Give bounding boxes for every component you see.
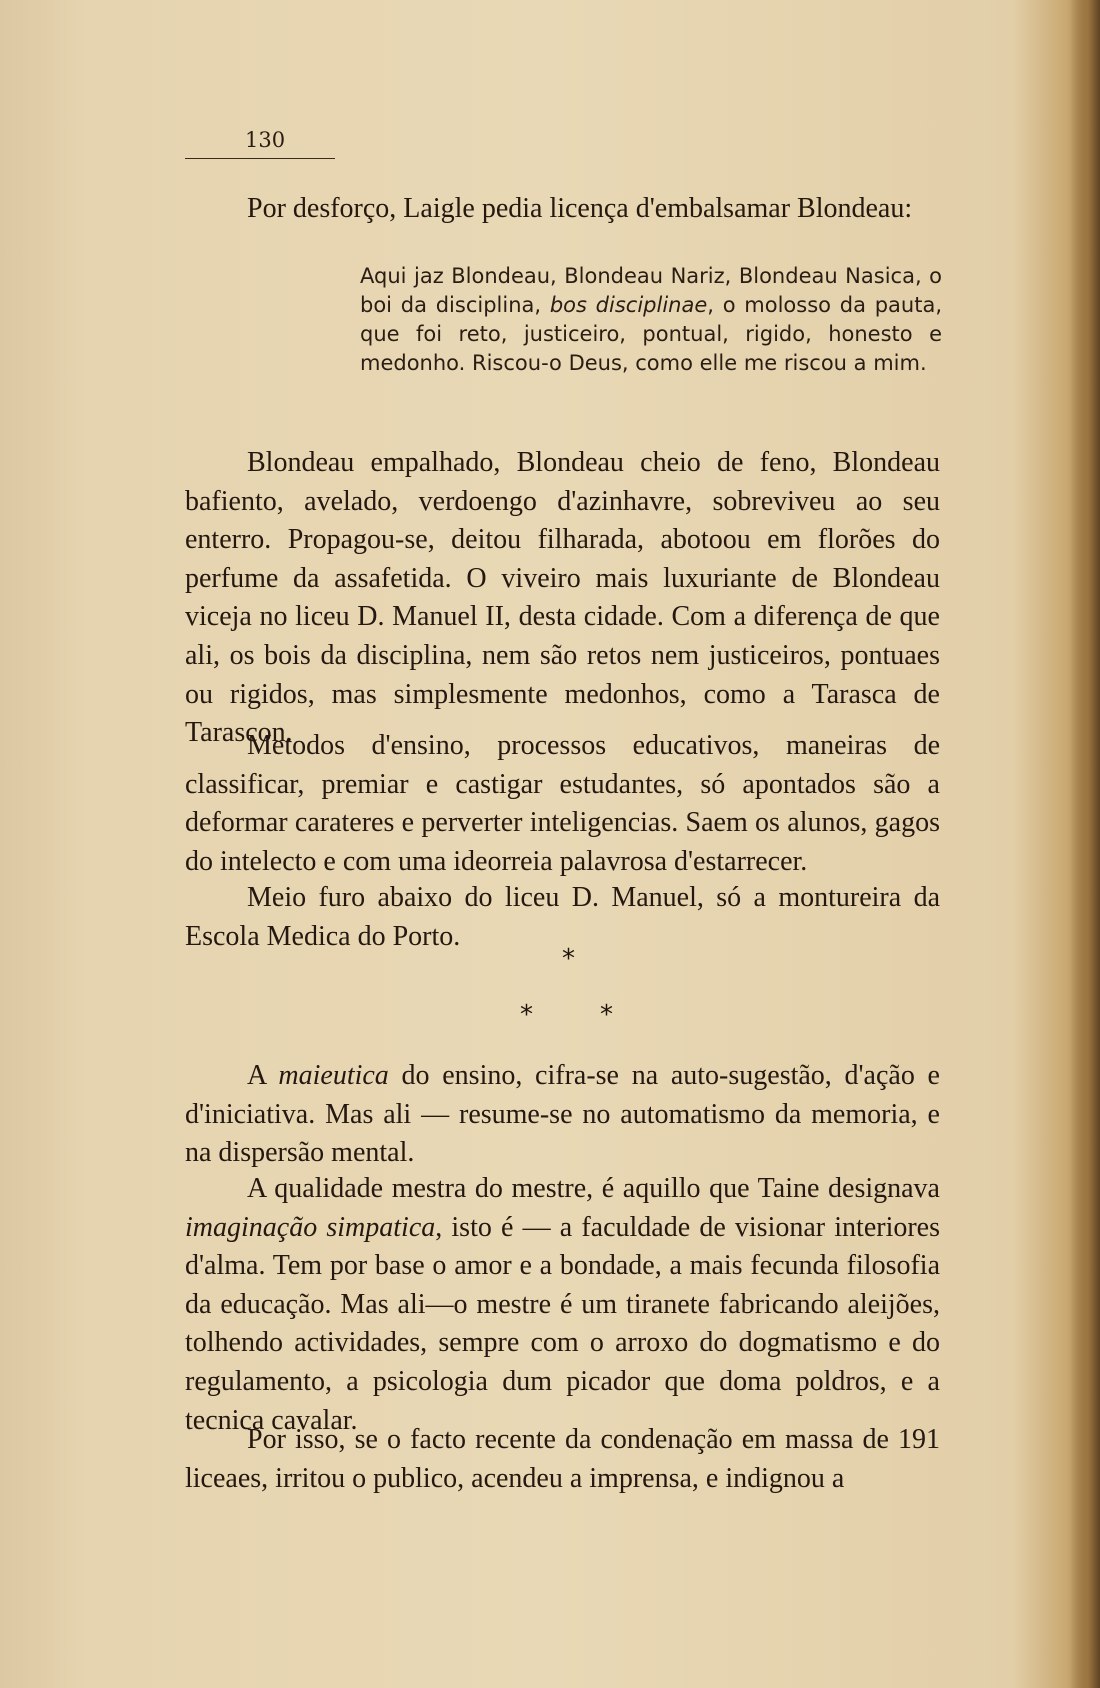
paragraph-meio-furo: Meio furo abaixo do liceu D. Manuel, só a montureira da Escola Medica do Porto. <box>185 882 940 952</box>
separator-star-top: * <box>562 944 575 974</box>
maieutica-italic: maieutica <box>278 1060 389 1091</box>
quote-italic: bos disciplinae <box>549 293 708 317</box>
page-number: 130 <box>245 128 286 152</box>
page-edge <box>1070 0 1100 1688</box>
separator-star-right: * <box>600 1000 613 1030</box>
maieutica-text: A <box>247 1060 279 1091</box>
epitaph-quote <box>360 262 942 378</box>
separator-star-left: * <box>520 1000 533 1030</box>
paragraph-maieutica <box>185 1057 940 1173</box>
intro-line: Por desforço, Laigle pedia licença d'embalsamar Blondeau: <box>247 193 913 224</box>
paragraph-qualidade <box>185 1170 940 1440</box>
quote-text: Aqui jaz Blondeau, Blondeau Nariz, Blondeau Nasica, o boi da disciplina, <box>360 264 942 317</box>
quote-text-end: , o molosso da pauta, que foi reto, justiceiro, pontual, rigido, honesto e medonho. Riscou-o Deus, como elle me riscou a mim. <box>360 293 942 375</box>
paragraph-por-isso: Por isso, se o facto recente da condenação em massa de 191 liceaes, irritou o publico, acendeu a imprensa, e indignou a <box>185 1424 940 1494</box>
qualidade-text: A qualidade mestra do mestre, é aquillo que Taine designava <box>247 1173 940 1204</box>
qualidade-italic: imaginação simpatica <box>185 1211 436 1243</box>
qualidade-text-end: , isto é — a faculdade de visionar interiores d'alma. Tem por base o amor e a bondade, a mais fecunda filosofia da educação. Mas ali—o mestre é um tiranete fabricando aleijões, tolhendo actividades, sempre com o arroxo do dogmatismo e do regulamento, a psicologia dum picador que doma poldros, e a tecnica cavalar. <box>185 1211 940 1436</box>
page-header <box>185 128 335 159</box>
maieutica-text-end: do ensino, cifra-se na auto-sugestão, d'ação e d'iniciativa. Mas ali — resume-se no automatismo da memoria, e na dispersão mental. <box>185 1060 940 1169</box>
paragraph-metodos: Metodos d'ensino, processos educativos, maneiras de classificar, premiar e castigar estudantes, só apontados são a deformar carateres e perverter inteligencias. Saem os alunos, gagos do intelecto e com uma ideorreia palavrosa d'estarrecer. <box>185 730 940 877</box>
paragraph-blondeau: Blondeau empalhado, Blondeau cheio de feno, Blondeau bafiento, avelado, verdoengo d'azinhavre, sobreviveu ao seu enterro. Propagou-se, deitou filharada, abotoou em florões do perfume da assafetida. O viveiro mais luxuriante de Blondeau viceja no liceu D. Manuel II, desta cidade. Com a diferença de que ali, os bois da disciplina, nem são retos nem justiceiros, pontuaes ou rigidos, mas simplesmente medonhos, como a Tarasca de Tarascon. <box>185 447 940 749</box>
